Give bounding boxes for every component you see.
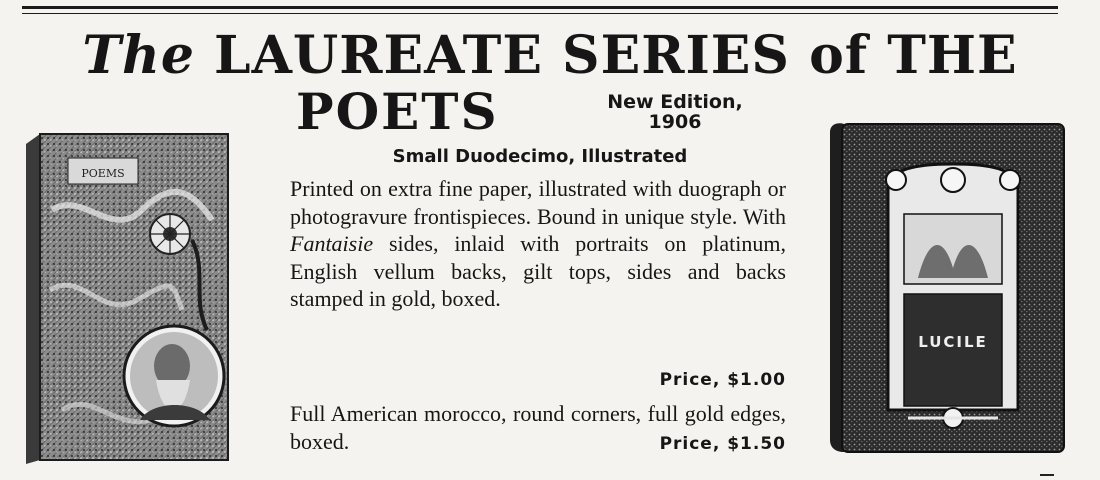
top-rule-thin	[22, 13, 1058, 14]
page-title-line-2: POETS	[296, 82, 499, 141]
title-script-word: The	[82, 25, 195, 86]
paragraph-text-2: sides, inlaid with portraits on platinum, English vellum backs, gilt tops, sides and backs stamped in gold, boxed.	[290, 231, 786, 311]
book-with-portrait-illustration	[22, 130, 232, 465]
right-book-label: LUCILE	[918, 333, 988, 351]
price-standard: Price, $1.00	[659, 370, 786, 390]
right-book-svg	[828, 118, 1068, 456]
paragraph-text-1: Printed on extra fine paper, illustrated with duograph or photogravure frontispieces. Bound in unique style. With	[290, 176, 786, 229]
edition-year: 1906	[648, 111, 702, 133]
page-title-line-1	[0, 24, 1100, 88]
italic-word: Fantaisie	[290, 231, 374, 256]
corner-mark	[1040, 474, 1054, 476]
edition-note	[566, 92, 784, 132]
top-rule-thick	[22, 6, 1058, 9]
title-rest: LAUREATE SERIES of THE	[194, 25, 1018, 86]
flower-ornament	[150, 214, 190, 254]
edition-line-1: New Edition,	[607, 91, 743, 113]
book-with-ornate-cover-illustration	[828, 118, 1068, 456]
left-book-svg	[22, 130, 232, 465]
morocco-paragraph: Full American morocco, round corners, full gold edges, boxed.	[290, 401, 786, 454]
subtitle: Small Duodecimo, Illustrated	[392, 146, 688, 167]
price-morocco: Price, $1.50	[659, 434, 786, 454]
left-book-spine-text: POEMS	[81, 167, 125, 180]
description-paragraph	[290, 175, 786, 313]
